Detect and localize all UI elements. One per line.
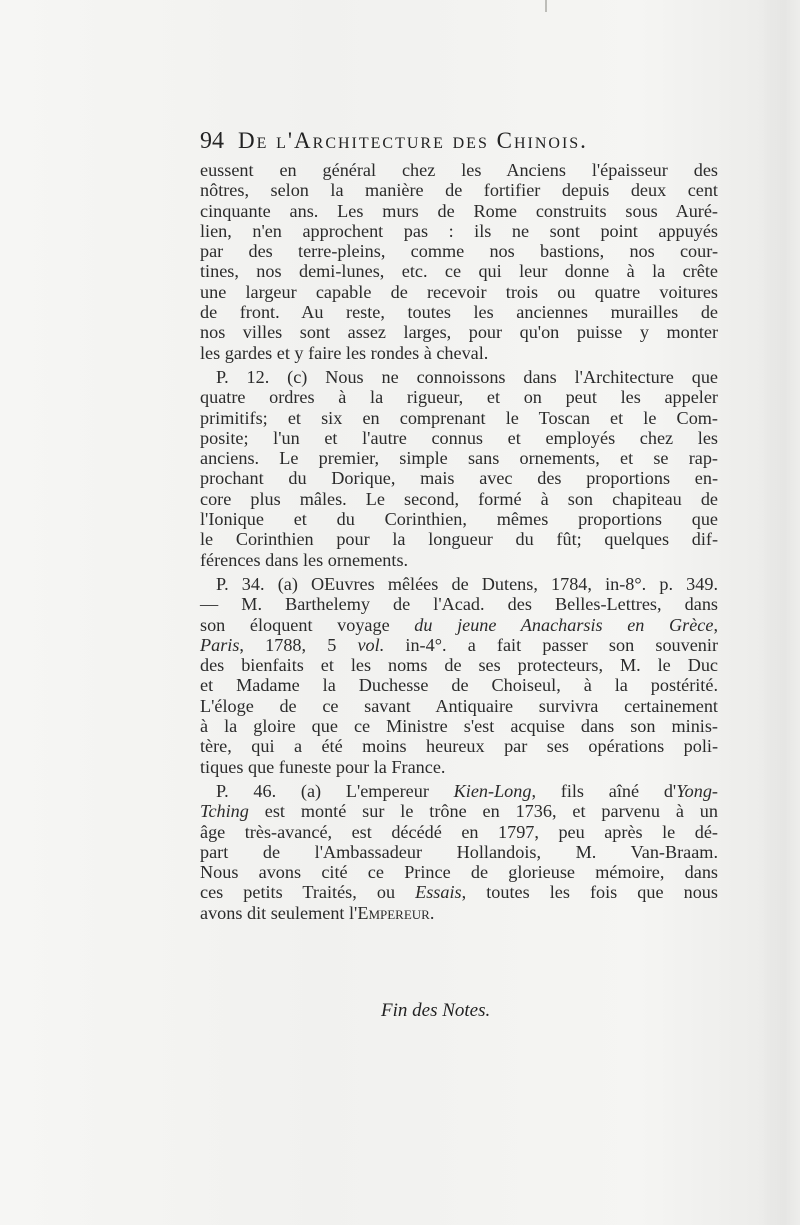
text-fragment: ces petits Traités, ou xyxy=(200,882,416,903)
text-line: — M. Barthelemy de l'Acad. des Belles-Lettres, dans xyxy=(200,594,718,615)
place-italic: Paris xyxy=(200,634,240,655)
text-line: le Corinthien pour la longueur du fût; quelques dif- xyxy=(200,529,718,550)
page-edge-mark xyxy=(545,0,547,12)
text-line: et Madame la Duchesse de Choiseul, à la postérité. xyxy=(200,675,718,696)
book-title-italic: du jeune Anacharsis en Grèce xyxy=(414,614,714,635)
notes-text xyxy=(200,160,718,927)
text-line: core plus mâles. Le second, formé à son chapiteau de xyxy=(200,488,718,509)
running-head: De l'Architecture des Chinois. xyxy=(238,128,588,153)
text-line: lien, n'en approchent pas : ils ne sont point appuyés xyxy=(200,220,718,241)
text-line: l'Ionique et du Corinthien, mêmes proportions que xyxy=(200,509,718,530)
text-line: nôtres, selon la manière de fortifier depuis deux cent xyxy=(200,180,718,201)
text-line: posite; l'un et l'autre connus et employés chez les xyxy=(200,427,718,448)
text-line: des bienfaits et les noms de ses protecteurs, M. le Duc xyxy=(200,655,718,676)
text-line: cinquante ans. Les murs de Rome construits sous Auré- xyxy=(200,200,718,221)
text-line: par des terre-pleins, comme nos bastions, nos cour- xyxy=(200,241,718,262)
text-line: L'éloge de ce savant Antiquaire survivra certainement xyxy=(200,695,718,716)
text-fragment: P. 46. (a) L'empereur xyxy=(216,780,454,801)
title-italic: Essais xyxy=(415,882,462,903)
text-line: primitifs; et six en comprenant le Toscan et le Com- xyxy=(200,407,718,428)
text-line xyxy=(200,903,718,923)
paragraph-dutens xyxy=(200,574,718,594)
text-fragment: , 1788, 5 xyxy=(239,634,358,655)
paragraph-emperor xyxy=(200,781,718,801)
text-line: de front. Au reste, toutes les anciennes murailles de xyxy=(200,302,718,323)
text-line: à la gloire que ce Ministre s'est acquise dans son minis- xyxy=(200,716,718,737)
text-line: tiques que funeste pour la France. xyxy=(200,756,446,777)
text-line xyxy=(216,781,718,801)
small-caps-word: Empereur. xyxy=(357,902,435,923)
text-line: âge très-avancé, est décédé en 1797, peu après le dé- xyxy=(200,821,718,842)
paragraph-orders-continued xyxy=(200,387,718,570)
paragraph-dutens-continued xyxy=(200,594,718,777)
text-line xyxy=(200,801,718,821)
text-fragment: , xyxy=(713,614,718,635)
paragraph-emperor-continued xyxy=(200,801,718,923)
volume-italic: vol. xyxy=(357,634,385,655)
text-line: eussent en général chez les Anciens l'épaisseur des xyxy=(200,160,718,180)
paragraph-orders xyxy=(200,367,718,387)
text-line: part de l'Ambassadeur Hollandois, M. Van-Braam. xyxy=(200,841,718,862)
text-fragment: est monté sur le trône en 1736, et parvenu à un xyxy=(248,801,718,822)
paragraph-walls xyxy=(200,160,718,363)
text-line: quatre ordres à la rigueur, et on peut les appeler xyxy=(200,387,718,408)
text-line: nos villes sont assez larges, pour qu'on puisse y monter xyxy=(200,322,718,343)
text-line xyxy=(200,882,718,902)
text-line xyxy=(200,615,718,635)
text-fragment: in-4°. a fait passer son souvenir xyxy=(384,634,718,655)
text-line: Nous avons cité ce Prince de glorieuse mémoire, dans xyxy=(200,862,718,883)
text-line: les gardes et y faire les rondes à cheval. xyxy=(200,342,489,363)
text-fragment: avons dit seulement l' xyxy=(200,902,358,923)
text-line: férences dans les ornements. xyxy=(200,549,409,570)
text-fragment: , toutes les fois que nous xyxy=(461,882,718,903)
text-line: P. 12. (c) Nous ne connoissons dans l'Architecture que xyxy=(216,366,718,387)
name-italic: Yong- xyxy=(676,780,718,801)
text-line xyxy=(200,635,718,655)
page-shadow xyxy=(760,0,800,1225)
text-line: tère, qui a été moins heureux par ses opérations poli- xyxy=(200,736,718,757)
text-line: prochant du Dorique, mais avec des proportions en- xyxy=(200,468,718,489)
text-line: anciens. Le premier, simple sans ornements, et se rap- xyxy=(200,448,718,469)
text-line: P. 34. (a) OEuvres mêlées de Dutens, 1784, in-8°. p. 349. xyxy=(216,573,718,594)
page-number: 94 xyxy=(200,128,224,154)
name-italic: Kien-Long xyxy=(453,780,532,801)
end-of-notes: Fin des Notes. xyxy=(381,1000,491,1021)
text-line: une largeur capable de recevoir trois ou quatre voitures xyxy=(200,281,718,302)
name-italic: Tching xyxy=(200,801,249,822)
text-fragment: , fils aîné d' xyxy=(531,780,677,801)
text-fragment: son éloquent voyage xyxy=(200,614,415,635)
text-line: tines, nos demi-lunes, etc. ce qui leur donne à la crête xyxy=(200,261,718,282)
